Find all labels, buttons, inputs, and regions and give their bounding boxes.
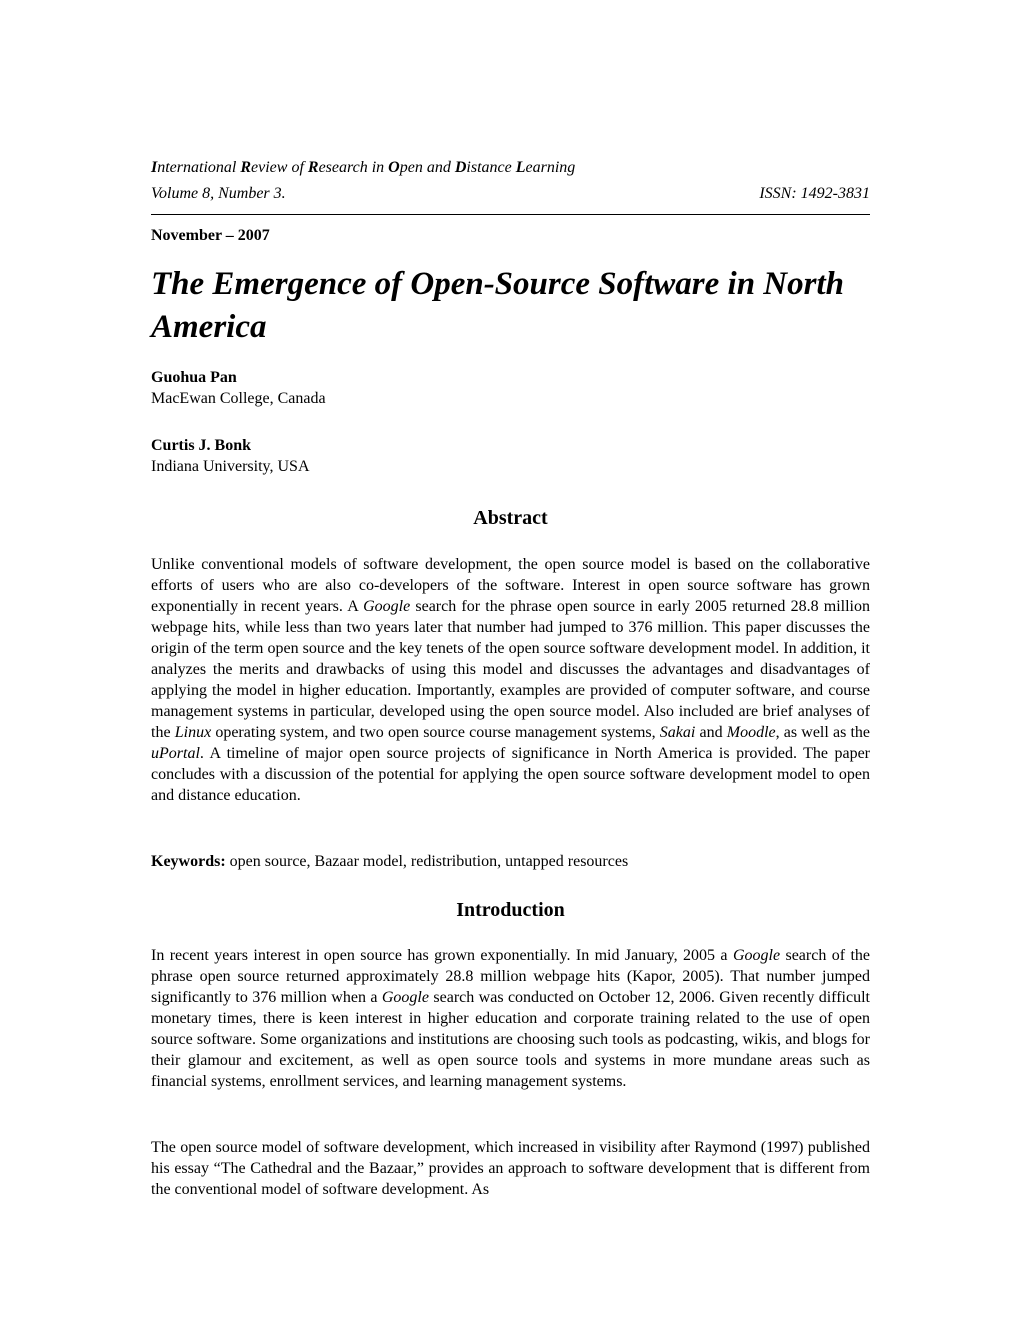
journal-part-5: Learning (515, 159, 576, 176)
issn: ISSN: 1492-3831 (759, 185, 870, 202)
emphasized-term: Linux (174, 724, 212, 741)
keywords-label: Keywords: (151, 853, 226, 870)
text-run: . A timeline of major open source projects of significance in North America is provided. The paper concludes with a discussion of the potential for applying the open source software development model to open and distance education. (151, 745, 870, 804)
author-name: Curtis J. Bonk (151, 437, 252, 454)
intro-paragraph (151, 945, 870, 1092)
journal-part-3: Open and (388, 159, 455, 176)
author-affiliation: Indiana University, USA (151, 458, 310, 475)
emphasized-term: Moodle (726, 724, 776, 741)
journal-part-0: International (151, 159, 241, 176)
emphasized-term: Google (732, 947, 781, 964)
volume-number: Volume 8, Number 3. (151, 185, 286, 202)
text-run: , as well as the (775, 724, 871, 741)
journal-part-2: Research in (307, 159, 389, 176)
emphasized-term: uPortal (151, 745, 200, 762)
header-rule (151, 214, 870, 215)
author-name: Guohua Pan (151, 369, 237, 386)
text-run: Unlike conventional models of software development, the open source model is based on the collaborative efforts of users who are also co-developers of the software. Interest in open source software has grown exponentially in recent years. A (151, 556, 870, 615)
text-run: search was conducted on October 12, 2006. Given recently difficult monetary times, there is keen interest in higher education and corporate training related to the use of open source software. Some organizations and institutions are choosing such tools as podcasting, wikis, and blogs for their glamour and excitement, as well as open source tools and systems in more mundane areas such as financial systems, enrollment services, and learning management systems. (151, 989, 870, 1090)
text-run: In recent years interest in open source has grown exponentially. In mid January, 2005 a (151, 947, 733, 964)
text-run: and (695, 724, 727, 741)
emphasized-term: Google (363, 598, 411, 615)
paper-title: The Emergence of Open-Source Software in North America (151, 266, 844, 345)
intro-paragraph (151, 1137, 870, 1200)
emphasized-term: Sakai (659, 724, 696, 741)
keywords-list: open source, Bazaar model, redistribution, untapped resources (225, 853, 629, 870)
journal-part-1: Review of (240, 159, 308, 176)
author-block (151, 435, 870, 477)
abstract-body (151, 554, 870, 806)
emphasized-term: Google (381, 989, 429, 1006)
text-run: search for the phrase open source in early 2005 returned 28.8 million webpage hits, while less than two years later that number had jumped to 376 million. This paper discusses the origin of the term open source and the key tenets of the open source software development model. In addition, it analyzes the merits and drawbacks of using this model and discusses the advantages and disadvantages of applying the model in higher education. Importantly, examples are provided of computer software, and course management systems in particular, developed using the open source model. Also included are brief analyses of the (151, 598, 871, 741)
text-run: operating system, and two open source course management systems, (211, 724, 660, 741)
journal-part-4: Distance (454, 159, 516, 176)
text-run: The open source model of software development, which increased in visibility after Raymond (1997) published his essay “The Cathedral and the Bazaar,” provides an approach to software development that is different from the conventional model of software development. As (151, 1139, 870, 1198)
keywords (151, 851, 870, 872)
abstract-heading: Abstract (473, 507, 548, 529)
introduction-heading: Introduction (456, 899, 565, 921)
author-affiliation: MacEwan College, Canada (151, 390, 326, 407)
text-run: search of the phrase open source returned approximately 28.8 million webpage hits (Kapor, 2005). That number jumped significantly to 376 million when a (151, 947, 871, 1006)
journal-name (151, 158, 870, 177)
author-block (151, 367, 870, 409)
issue-date: November – 2007 (151, 227, 270, 244)
volume-row (151, 184, 870, 203)
